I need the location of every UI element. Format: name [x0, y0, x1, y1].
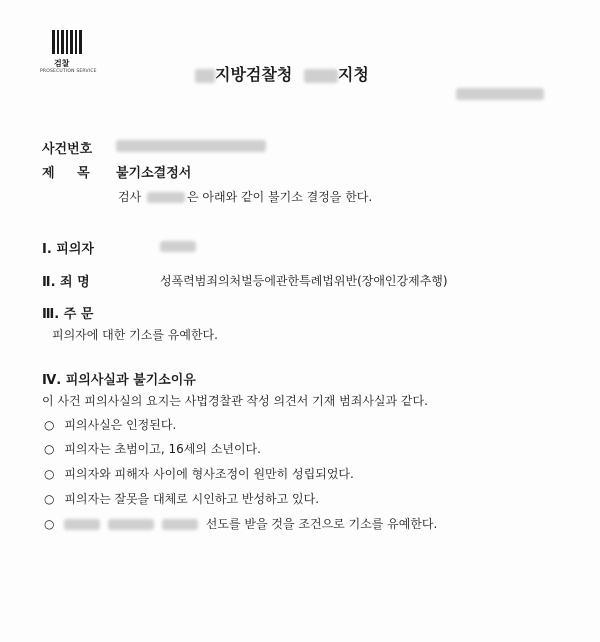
office-title — [195, 62, 369, 85]
logo-bars-icon — [52, 30, 82, 54]
reason-item — [44, 440, 261, 457]
redacted-text — [64, 519, 100, 530]
section-2-label: Ⅱ. 죄 명 — [42, 275, 90, 290]
intro-prefix: 검사 — [118, 190, 142, 204]
reason-item — [44, 465, 354, 482]
reason-text: 피의자는 잘못을 대체로 시인하고 반성하고 있다. — [64, 492, 320, 506]
reason-item — [44, 515, 437, 532]
redacted-district — [195, 69, 215, 83]
redacted-date — [456, 88, 544, 100]
redacted-text — [162, 519, 198, 530]
intro-line — [118, 188, 372, 205]
subject-value: 불기소결정서 — [116, 166, 192, 181]
disposition: 피의자에 대한 기소를 유예한다. — [52, 328, 218, 342]
bullet-mark: ○ — [44, 418, 55, 432]
reason-text: 선도를 받을 것을 조건으로 기소를 유예한다. — [205, 517, 438, 531]
redacted-prosecutor — [147, 192, 185, 203]
reason-text: 피의자와 피해자 사이에 형사조정이 원만히 성립되었다. — [64, 467, 354, 481]
bullet-mark: ○ — [44, 517, 55, 531]
case-number-label: 사건번호 — [42, 142, 93, 157]
logo-subtitle: PROSECUTION SERVICE — [40, 69, 97, 74]
bullet-mark: ○ — [44, 467, 55, 481]
section-3-label: Ⅲ. 주 문 — [42, 307, 94, 322]
redacted-text — [108, 519, 154, 530]
subject-label: 제 목 — [42, 166, 90, 181]
office-title-part1: 지방검찰청 — [215, 65, 293, 84]
prosecution-logo — [40, 30, 100, 80]
bullet-mark: ○ — [44, 442, 55, 456]
office-title-part2: 지청 — [337, 65, 369, 84]
section-1-label: Ⅰ. 피의자 — [42, 242, 94, 257]
reason-item — [44, 490, 319, 507]
section-4-label: Ⅳ. 피의사실과 불기소이유 — [42, 373, 196, 388]
charge-name: 성폭력범죄의처벌등에관한특례법위반(장애인강제추행) — [160, 274, 448, 288]
reason-text: 피의사실은 인정된다. — [64, 418, 177, 432]
redacted-branch — [304, 69, 338, 83]
facts-summary: 이 사건 피의사실의 요지는 사법경찰관 작성 의견서 기재 범죄사실과 같다. — [42, 394, 428, 408]
redacted-suspect — [160, 241, 196, 252]
logo-name: 검찰 — [54, 59, 70, 68]
intro-suffix: 은 아래와 같이 불기소 결정을 한다. — [187, 190, 373, 204]
reason-text: 피의자는 초범이고, 16세의 소년이다. — [64, 442, 261, 456]
bullet-mark: ○ — [44, 492, 55, 506]
redacted-case-number — [116, 140, 266, 152]
reason-item — [44, 416, 176, 433]
